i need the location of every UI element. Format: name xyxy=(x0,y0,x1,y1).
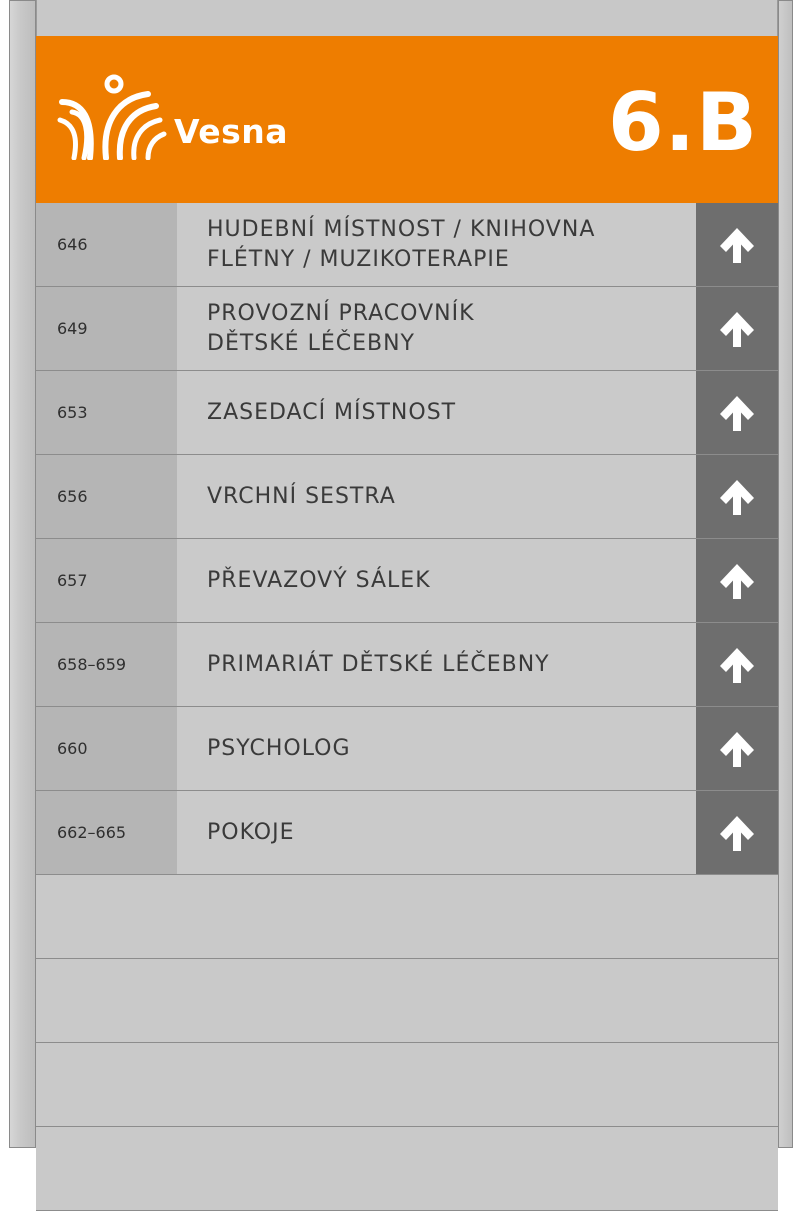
directory-row xyxy=(36,455,778,539)
room-name: PRIMARIÁT DĚTSKÉ LÉČEBNY xyxy=(207,651,550,677)
arrow-up-icon xyxy=(717,309,757,349)
arrow-up-icon xyxy=(717,561,757,601)
direction-cell xyxy=(696,455,778,538)
blank-sign-slot xyxy=(36,875,778,959)
arrow-up-icon xyxy=(717,813,757,853)
room-name: VRCHNÍ SESTRA xyxy=(207,483,396,509)
room-number: 649 xyxy=(36,287,177,370)
floor-code: 6.B xyxy=(607,76,758,169)
direction-cell xyxy=(696,203,778,286)
room-number: 662–665 xyxy=(36,791,177,874)
directory-row xyxy=(36,371,778,455)
arrow-up-icon xyxy=(717,225,757,265)
blank-sign-slot xyxy=(36,959,778,1043)
sign-right-rail xyxy=(778,0,793,1148)
directory-row xyxy=(36,791,778,875)
direction-cell xyxy=(696,623,778,706)
room-number: 653 xyxy=(36,371,177,454)
directory-row xyxy=(36,623,778,707)
directory-row xyxy=(36,287,778,371)
vesna-logo-icon xyxy=(56,72,176,160)
directory-row xyxy=(36,203,778,287)
room-name: PŘEVAZOVÝ SÁLEK xyxy=(207,567,431,593)
sign-left-rail xyxy=(9,0,36,1148)
directory-row xyxy=(36,539,778,623)
directory-row xyxy=(36,707,778,791)
direction-cell xyxy=(696,539,778,622)
direction-cell xyxy=(696,791,778,874)
directory-list xyxy=(36,203,778,1211)
room-name: PROVOZNÍ PRACOVNÍK DĚTSKÉ LÉČEBNY xyxy=(207,300,475,356)
room-number: 646 xyxy=(36,203,177,286)
blank-sign-slot xyxy=(36,1043,778,1127)
room-number: 657 xyxy=(36,539,177,622)
direction-cell xyxy=(696,371,778,454)
arrow-up-icon xyxy=(717,393,757,433)
room-name: POKOJE xyxy=(207,819,295,845)
room-number: 660 xyxy=(36,707,177,790)
room-name: ZASEDACÍ MÍSTNOST xyxy=(207,399,457,425)
arrow-up-icon xyxy=(717,729,757,769)
room-number: 658–659 xyxy=(36,623,177,706)
room-name: PSYCHOLOG xyxy=(207,735,351,761)
room-name: HUDEBNÍ MÍSTNOST / KNIHOVNA FLÉTNY / MUZIKOTERAPIE xyxy=(207,216,596,272)
arrow-up-icon xyxy=(717,477,757,517)
blank-sign-slot xyxy=(36,1127,778,1211)
direction-cell xyxy=(696,707,778,790)
direction-cell xyxy=(696,287,778,370)
sign-header xyxy=(36,36,778,203)
room-number: 656 xyxy=(36,455,177,538)
arrow-up-icon xyxy=(717,645,757,685)
brand-name: Vesna xyxy=(174,112,289,151)
sign-top-cap xyxy=(36,0,778,36)
